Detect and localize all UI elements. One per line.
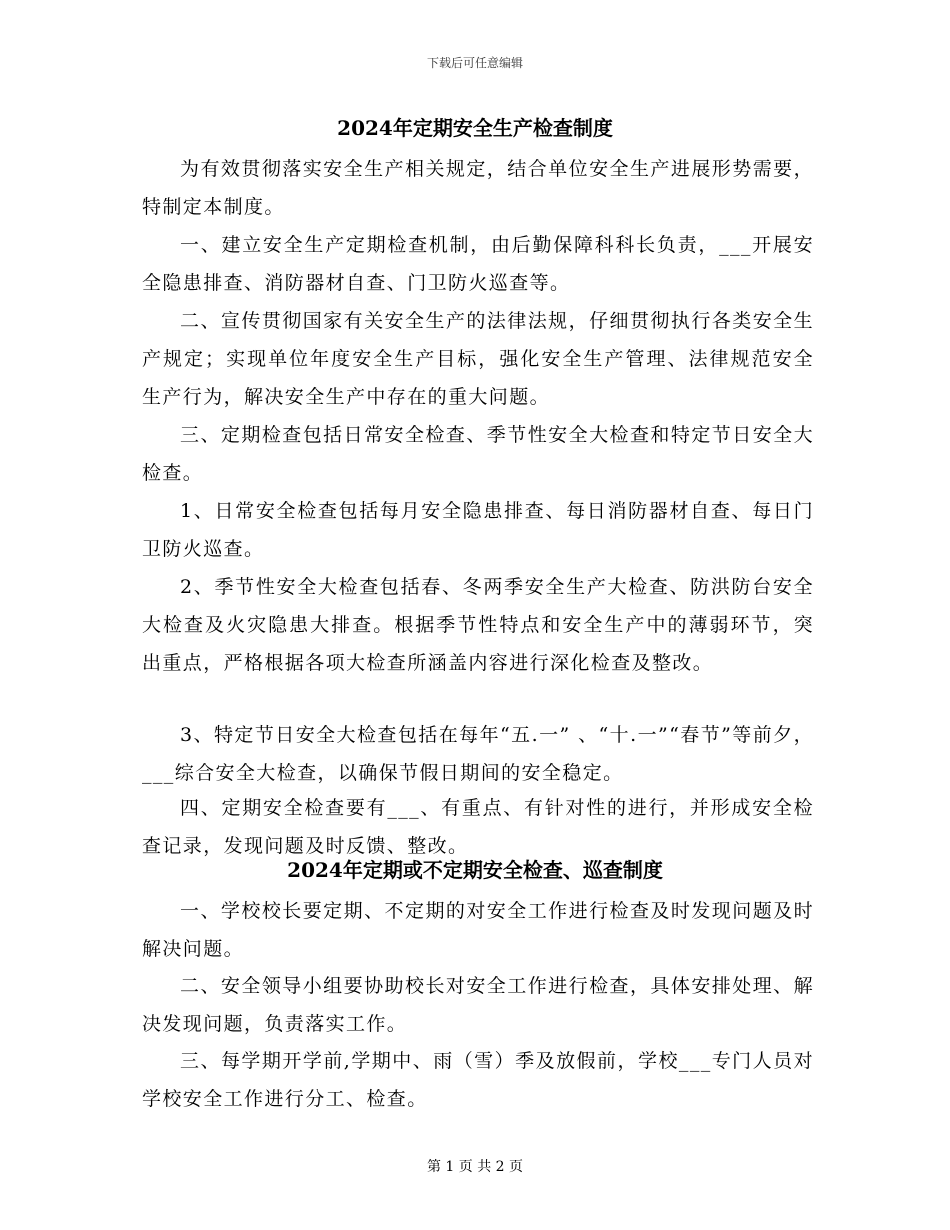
section1-paragraph-3-2: 2、季节性安全大检查包括春、冬两季安全生产大检查、防洪防台安全大检查及火灾隐患大排查。根据季节性特点和安全生产中的薄弱环节，突出重点，严格根据各项大检查所涵盖内容进行深化检查及整改。	[142, 576, 814, 674]
section2-paragraph-2: 二、安全领导小组要协助校长对安全工作进行检查，具体安排处理、解决发现问题，负责落实工作。	[142, 975, 814, 1035]
section1-paragraph-3: 三、定期检查包括日常安全检查、季节性安全大检查和特定节日安全大检查。	[142, 424, 814, 484]
section1-paragraph-4: 四、定期安全检查要有___、有重点、有针对性的进行，并形成安全检查记录，发现问题及时反馈、整改。	[142, 797, 814, 857]
section2-paragraph-3: 三、每学期开学前,学期中、雨（雪）季及放假前，学校___专门人员对学校安全工作进行分工、检查。	[142, 1050, 814, 1110]
section1-paragraph-intro: 为有效贯彻落实安全生产相关规定，结合单位安全生产进展形势需要，特制定本制度。	[142, 158, 814, 218]
section1-title: 2024年定期安全生产检查制度	[337, 116, 613, 140]
section1-paragraph-1: 一、建立安全生产定期检查机制，由后勤保障科科长负责，___开展安全隐患排查、消防器材自查、门卫防火巡查等。	[142, 234, 814, 294]
section1-paragraph-3-3: 3、特定节日安全大检查包括在每年“五.一” 、“十.一”“春节”等前夕，___综合安全大检查，以确保节假日期间的安全稳定。	[142, 724, 814, 784]
header-note: 下载后可任意编辑	[426, 56, 523, 70]
section2-title: 2024年定期或不定期安全检查、巡查制度	[287, 858, 663, 882]
page-footer: 第 1 页 共 2 页	[426, 1159, 524, 1175]
section1-paragraph-2: 二、宣传贯彻国家有关安全生产的法律法规，仔细贯彻执行各类安全生产规定；实现单位年度安全生产目标，强化安全生产管理、法律规范安全生产行为，解决安全生产中存在的重大问题。	[142, 310, 814, 408]
section2-paragraph-1: 一、学校校长要定期、不定期的对安全工作进行检查及时发现问题及时解决问题。	[142, 900, 814, 960]
section1-paragraph-3-1: 1、日常安全检查包括每月安全隐患排查、每日消防器材自查、每日门卫防火巡查。	[142, 500, 814, 560]
